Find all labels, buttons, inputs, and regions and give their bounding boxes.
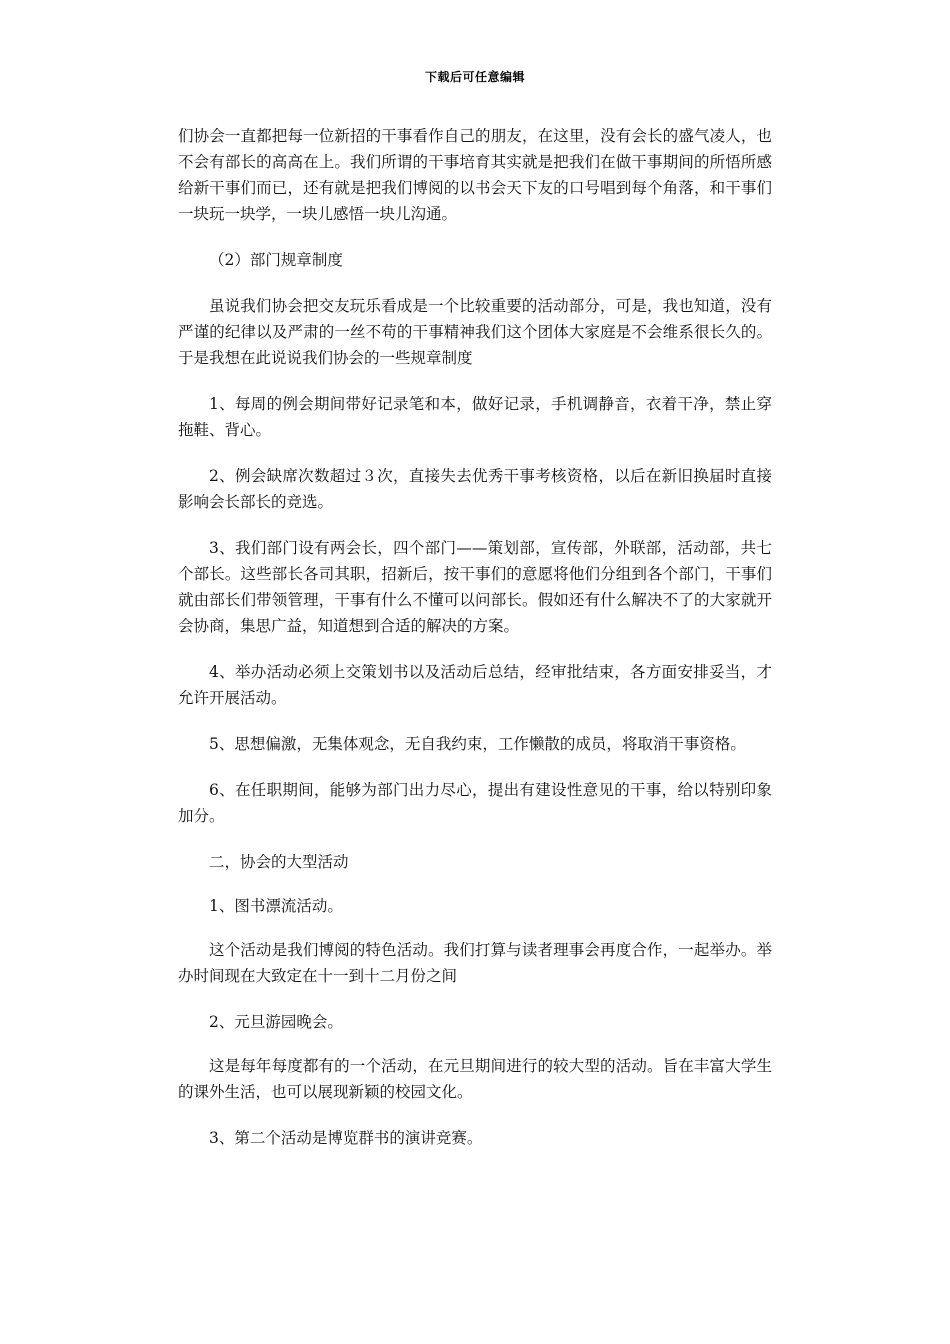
activity-desc-1: 这个活动是我们博阅的特色活动。我们打算与读者理事会再度合作，一起举办。举办时间现在大致定在十一到十二月份之间	[178, 941, 772, 985]
activity-title-1: 1、图书漂流活动。	[209, 897, 343, 915]
activity-title-2: 2、元旦游园晚会。	[209, 1013, 343, 1031]
rule-item-6: 6、在任职期间，能够为部门出力尽心，提出有建设性意见的干事，给以特别印象加分。	[178, 781, 772, 825]
rule-item-3: 3、我们部门设有两会长，四个部门——策划部，宣传部，外联部，活动部，共七个部长。这些部长各司其职，招新后，按干事们的意愿将他们分组到各个部门，干事们就由部长们带领管理，干事有什么不懂可以问部长。假如还有什么解决不了的大家就开会协商，集思广益，知道想到合适的解决的方案。	[178, 539, 772, 635]
activity-title-3: 3、第二个活动是博览群书的演讲竞赛。	[209, 1129, 483, 1147]
rule-item-2: 2、例会缺席次数超过３次，直接失去优秀干事考核资格，以后在新旧换届时直接影响会长部长的竞选。	[178, 467, 772, 511]
paragraph-rules-intro: 虽说我们协会把交友玩乐看成是一个比较重要的活动部分，可是，我也知道，没有严谨的纪律以及严肃的一丝不苟的干事精神我们这个团体大家庭是不会维系很长久的。于是我想在此说说我们协会的一些规章制度	[178, 297, 772, 367]
rule-item-1: 1、每周的例会期间带好记录笔和本，做好记录，手机调静音，衣着干净，禁止穿拖鞋、背心。	[178, 395, 772, 439]
section-heading-activities: 二，协会的大型活动	[209, 853, 349, 871]
paragraph-intro-continued: 们协会一直都把每一位新招的干事看作自己的朋友，在这里，没有会长的盛气凌人，也不会有部长的高高在上。我们所谓的干事培育其实就是把我们在做干事期间的所悟所感给新干事们而已，还有就是把我们博阅的以书会天下友的口号唱到每个角落，和干事们一块玩一块学，一块儿感悟一块儿沟通。	[178, 127, 772, 223]
section-heading-rules: （2）部门规章制度	[209, 251, 343, 269]
page-header: 下载后可任意编辑	[424, 70, 525, 84]
rule-item-4: 4、举办活动必须上交策划书以及活动后总结，经审批结束，各方面安排妥当，才允许开展活动。	[178, 663, 772, 707]
activity-desc-2: 这是每年每度都有的一个活动，在元旦期间进行的较大型的活动。旨在丰富大学生的课外生活，也可以展现新颖的校园文化。	[178, 1057, 772, 1101]
document-body	[178, 123, 772, 1171]
rule-item-5: 5、思想偏激，无集体观念，无自我约束，工作懒散的成员，将取消干事资格。	[209, 735, 746, 753]
